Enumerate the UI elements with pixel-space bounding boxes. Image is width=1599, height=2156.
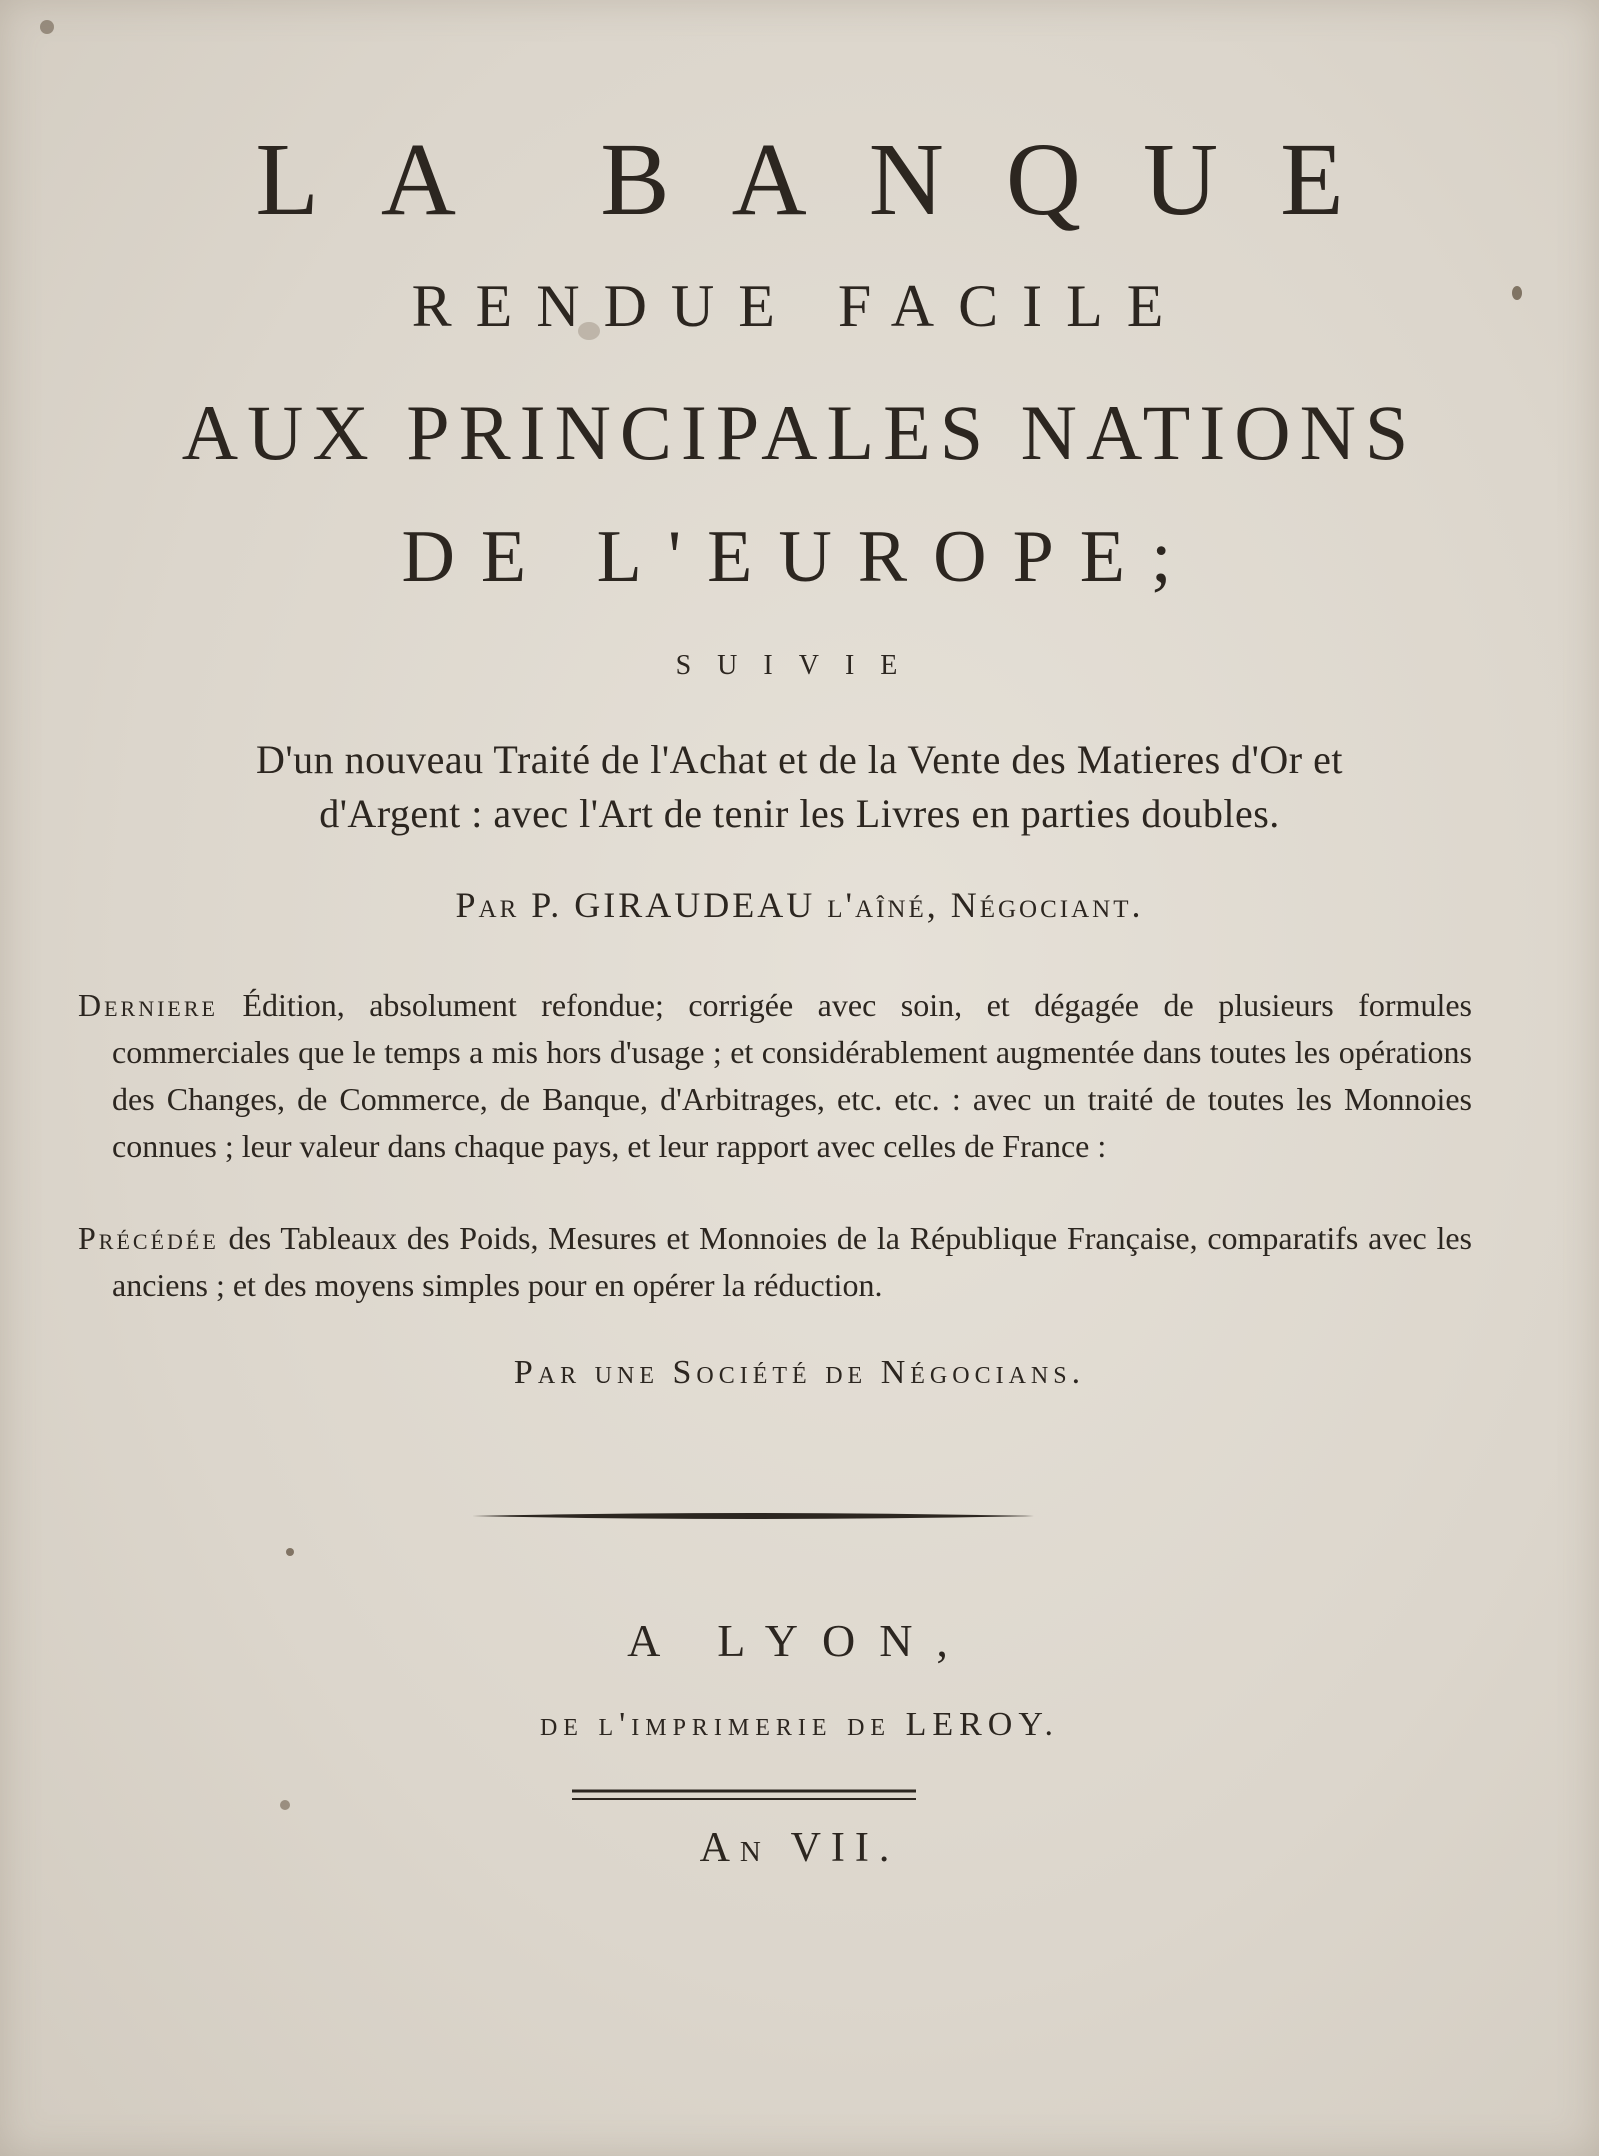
imprint-year: An VII. — [699, 1825, 900, 1871]
title-line-2: RENDUE FACILE — [411, 273, 1188, 339]
edition-lead: Derniere — [78, 987, 218, 1023]
preface-paragraph — [78, 1215, 1472, 1309]
preface-lead: Précédée — [78, 1220, 219, 1256]
edition-paragraph — [78, 982, 1472, 1170]
suivie-label: SUIVIE — [675, 650, 924, 681]
subtitle-line-1: D'un nouveau Traité de l'Achat et de la Vente des Matieres d'Or et — [256, 737, 1343, 782]
preface-text: des Tableaux des Poids, Mesures et Monnoies de la République Française, comparatifs avec les anciens ; et des moyens simples pour en opérer la réduction. — [112, 1220, 1472, 1303]
foxing-spot — [280, 1800, 290, 1810]
ornamental-rule — [472, 1512, 1034, 1520]
society-line: Par une Société de Négocians. — [513, 1354, 1086, 1391]
foxing-spot — [286, 1548, 294, 1556]
foxing-spot — [578, 322, 600, 340]
imprint-city: A LYON, — [627, 1615, 972, 1666]
double-rule — [572, 1787, 916, 1803]
imprint-printer: de l'imprimerie de LEROY. — [539, 1706, 1060, 1743]
edition-text: Édition, absolument refondue; corrigée avec soin, et dégagée de plusieurs formules commerciales que le temps a mis hors d'usage ; et considérablement augmentée dans toutes les opérations des Changes, de Commerce, de Banque, d'Arbitrages, etc. etc. : avec un traité de toutes les Monnoies connues ; leur valeur dans chaque pays, et leur rapport avec celles de France : — [112, 987, 1472, 1164]
title-line-3: AUX PRINCIPALES NATIONS — [181, 389, 1418, 476]
title-line-4: DE L'EUROPE; — [401, 516, 1198, 598]
subtitle-line-2: d'Argent : avec l'Art de tenir les Livres en parties doubles. — [319, 791, 1280, 836]
title-line-1: LA BANQUE — [255, 122, 1406, 237]
foxing-spot — [1512, 286, 1522, 300]
foxing-spot — [40, 20, 54, 34]
author-line: Par P. GIRAUDEAU l'aîné, Négociant. — [455, 885, 1144, 925]
